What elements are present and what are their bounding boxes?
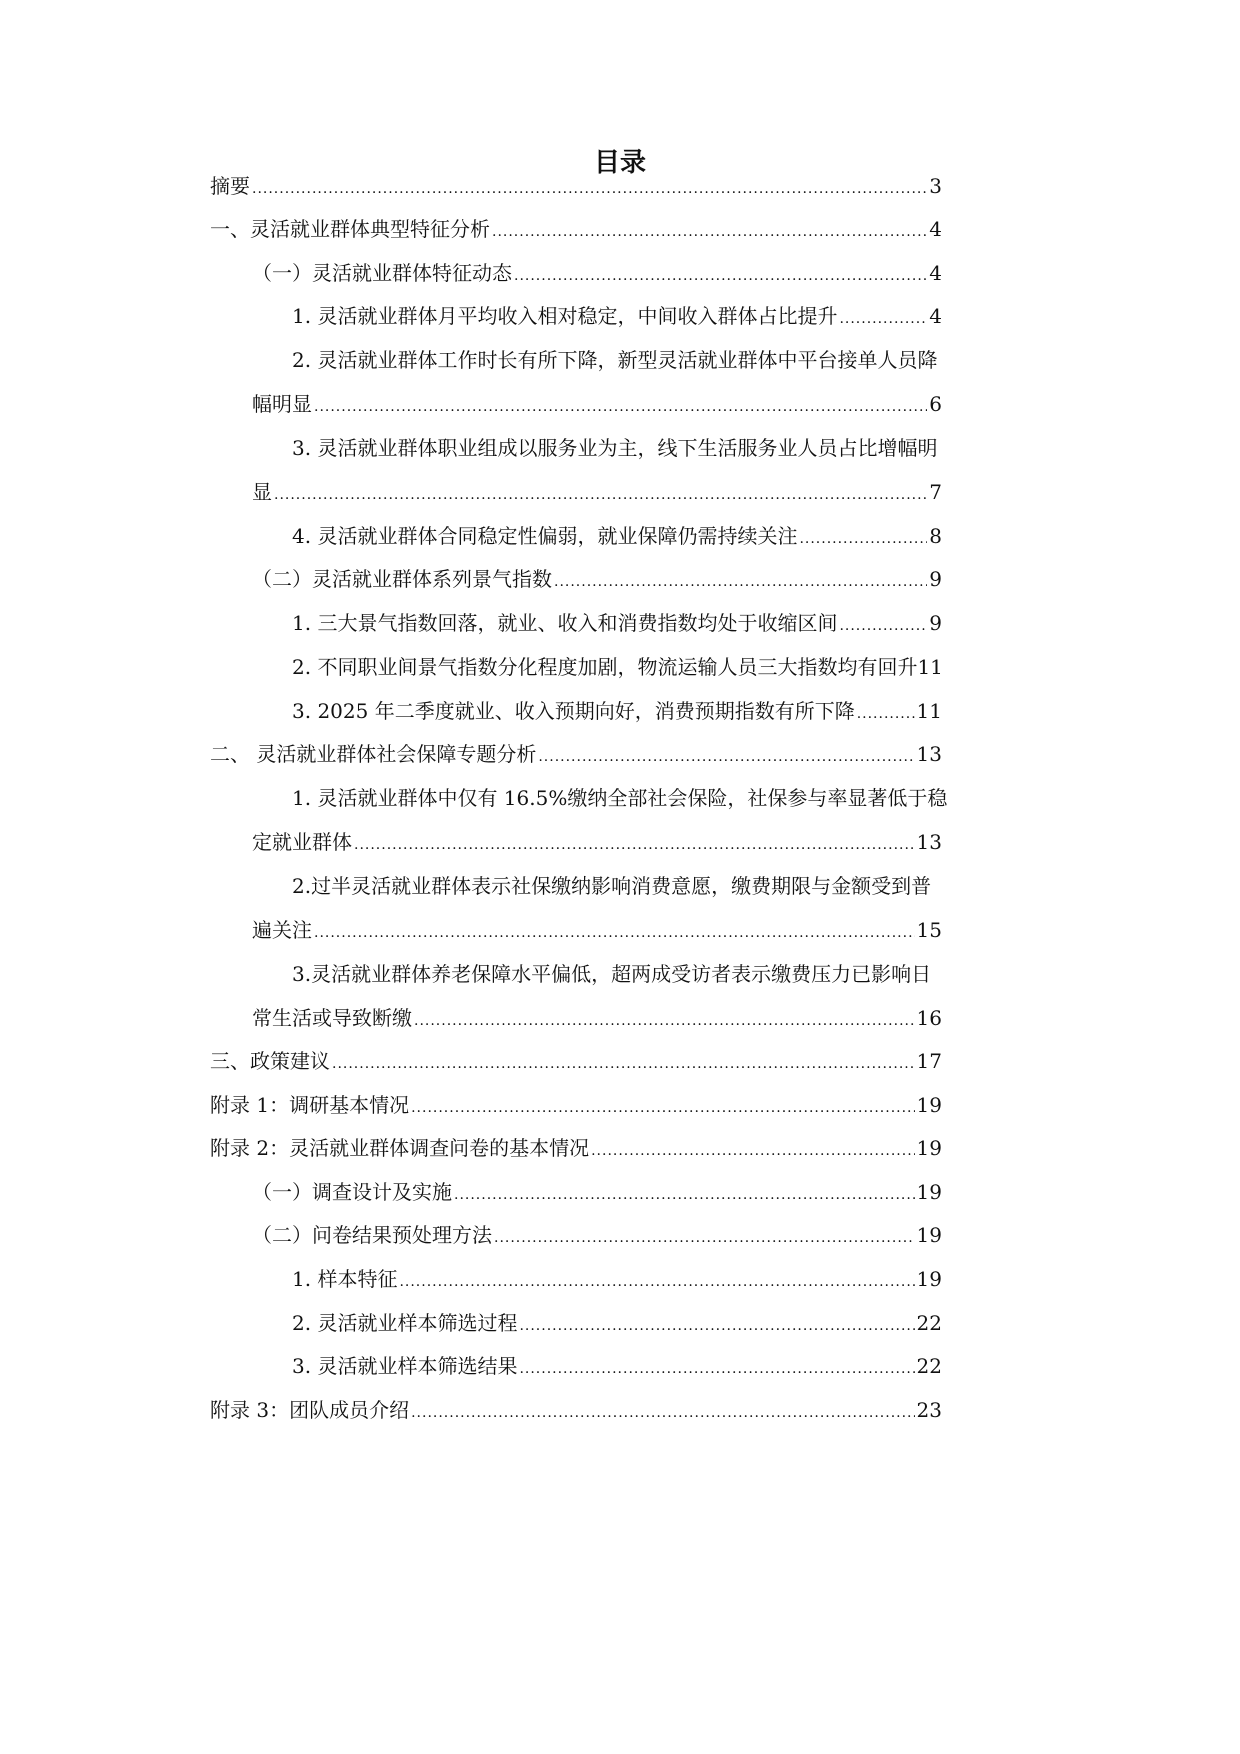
toc-leader-dots — [554, 568, 927, 596]
toc-entry[interactable] — [252, 259, 942, 290]
toc-title: 目录 — [593, 148, 646, 178]
toc-leader-dots — [314, 393, 927, 421]
toc-page-number: 3 — [929, 174, 942, 198]
toc-entry[interactable] — [252, 390, 942, 421]
toc-entry-label: 3. 灵活就业样本筛选结果 — [292, 1354, 518, 1378]
toc-entry[interactable] — [292, 653, 952, 681]
toc-entry-label: 附录 2：灵活就业群体调查问卷的基本情况 — [210, 1136, 590, 1160]
toc-page-number: 19 — [916, 1136, 942, 1160]
toc-page-number: 9 — [929, 567, 942, 591]
toc-leader-dots — [492, 218, 927, 246]
toc-page-number: 22 — [916, 1311, 942, 1335]
toc-page-number: 19 — [916, 1267, 942, 1291]
toc-entry[interactable] — [292, 302, 942, 333]
toc-leader-dots — [538, 743, 914, 771]
toc-entry-first-line[interactable]: 2. 灵活就业群体工作时长有所下降，新型灵活就业群体中平台接单人员降 — [292, 348, 938, 372]
toc-entry-label: 幅明显 — [252, 392, 312, 416]
toc-leader-dots — [494, 1224, 915, 1252]
toc-page-number: 11 — [916, 699, 942, 723]
toc-page-number: 13 — [916, 742, 942, 766]
toc-entry-label: 遍关注 — [252, 918, 312, 942]
toc-entry-label: 2. 不同职业间景气指数分化程度加剧，物流运输人员三大指数均有回升 — [292, 655, 918, 679]
toc-leader-dots — [799, 525, 927, 553]
toc-entry[interactable] — [252, 916, 942, 947]
toc-page-number: 7 — [929, 480, 942, 504]
toc-entry[interactable] — [292, 609, 942, 640]
toc-entry[interactable] — [252, 1004, 942, 1035]
toc-leader-dots — [411, 1094, 914, 1122]
toc-entry[interactable] — [292, 1309, 942, 1340]
toc-entry[interactable] — [252, 828, 942, 859]
toc-entry[interactable] — [252, 478, 942, 509]
toc-page-number: 17 — [916, 1049, 942, 1073]
toc-entry-first-line[interactable]: 1. 灵活就业群体中仅有 16.5%缴纳全部社会保险，社保参与率显著低于稳 — [292, 786, 948, 810]
toc-page-number: 19 — [916, 1093, 942, 1117]
toc-leader-dots — [839, 612, 927, 640]
toc-leader-dots — [274, 481, 927, 509]
toc-entry-label: 3. 2025 年二季度就业、收入预期向好，消费预期指数有所下降 — [292, 699, 855, 723]
toc-leader-dots — [314, 919, 915, 947]
toc-page-number: 13 — [916, 830, 942, 854]
toc-leader-dots — [332, 1050, 915, 1078]
toc-page-number: 11 — [917, 655, 943, 679]
toc-page-number: 19 — [916, 1180, 942, 1204]
toc-entry[interactable] — [252, 565, 942, 596]
toc-leader-dots — [839, 305, 927, 333]
toc-entry[interactable] — [292, 522, 942, 553]
toc-entry-label: 定就业群体 — [252, 830, 352, 854]
toc-entry-label: （二）灵活就业群体系列景气指数 — [252, 567, 552, 591]
toc-entry[interactable] — [292, 697, 942, 728]
toc-entry-label: 1. 样本特征 — [292, 1267, 398, 1291]
toc-entry-label: 三、政策建议 — [210, 1049, 330, 1073]
toc-leader-dots — [252, 175, 927, 203]
toc-leader-dots — [454, 1181, 915, 1209]
toc-entry[interactable] — [210, 1047, 942, 1078]
toc-entry-first-line[interactable]: 3.灵活就业群体养老保障水平偏低，超两成受访者表示缴费压力已影响日 — [292, 962, 932, 986]
toc-entry-label: 2. 灵活就业样本筛选过程 — [292, 1311, 518, 1335]
toc-page-number: 9 — [929, 611, 942, 635]
toc-page-number: 8 — [929, 524, 942, 548]
toc-page-number: 4 — [929, 304, 942, 328]
toc-leader-dots — [414, 1007, 915, 1035]
toc-entry-label: 摘要 — [210, 174, 250, 198]
toc-leader-dots — [591, 1137, 914, 1165]
toc-entry[interactable] — [252, 1221, 942, 1252]
toc-leader-dots — [519, 1312, 914, 1340]
toc-entry-first-line[interactable]: 2.过半灵活就业群体表示社保缴纳影响消费意愿，缴费期限与金额受到普 — [292, 874, 932, 898]
toc-entry-label: 常生活或导致断缴 — [252, 1006, 412, 1030]
toc-entry[interactable] — [210, 1396, 942, 1427]
toc-leader-dots — [399, 1268, 914, 1296]
toc-entry-label: 二、 灵活就业群体社会保障专题分析 — [210, 742, 537, 766]
toc-entry-label: 附录 1：调研基本情况 — [210, 1093, 410, 1117]
toc-entry[interactable] — [210, 740, 942, 771]
toc-entry[interactable] — [210, 215, 942, 246]
toc-entry-label: 显 — [252, 480, 272, 504]
toc-leader-dots — [519, 1355, 914, 1383]
toc-page-number: 6 — [929, 392, 942, 416]
toc-entry[interactable] — [292, 1352, 942, 1383]
toc-page-number: 15 — [916, 918, 942, 942]
toc-entry-first-line[interactable]: 3. 灵活就业群体职业组成以服务业为主，线下生活服务业人员占比增幅明 — [292, 436, 938, 460]
toc-leader-dots — [354, 831, 915, 859]
toc-page-number: 4 — [929, 261, 942, 285]
toc-entry[interactable] — [210, 1091, 942, 1122]
toc-entry-label: 1. 灵活就业群体月平均收入相对稳定，中间收入群体占比提升 — [292, 304, 838, 328]
toc-page-number: 16 — [916, 1006, 942, 1030]
toc-entry[interactable] — [292, 1265, 942, 1296]
toc-page-number: 22 — [916, 1354, 942, 1378]
toc-entry-label: （一）灵活就业群体特征动态 — [252, 261, 512, 285]
toc-page-number: 19 — [916, 1223, 942, 1247]
toc-entry[interactable] — [252, 1178, 942, 1209]
toc-leader-dots — [514, 262, 927, 290]
toc-entry-label: （二）问卷结果预处理方法 — [252, 1223, 492, 1247]
toc-entry-label: 附录 3：团队成员介绍 — [210, 1398, 410, 1422]
toc-entry-label: 1. 三大景气指数回落，就业、收入和消费指数均处于收缩区间 — [292, 611, 838, 635]
toc-entry-label: 4. 灵活就业群体合同稳定性偏弱，就业保障仍需持续关注 — [292, 524, 798, 548]
toc-page-number: 4 — [929, 217, 942, 241]
toc-leader-dots — [857, 700, 915, 728]
toc-entry[interactable] — [210, 1134, 942, 1165]
toc-entry[interactable] — [210, 172, 942, 203]
toc-leader-dots — [411, 1399, 914, 1427]
toc-entry-label: 一、灵活就业群体典型特征分析 — [210, 217, 490, 241]
toc-entry-label: （一）调查设计及实施 — [252, 1180, 452, 1204]
toc-page-number: 23 — [916, 1398, 942, 1422]
